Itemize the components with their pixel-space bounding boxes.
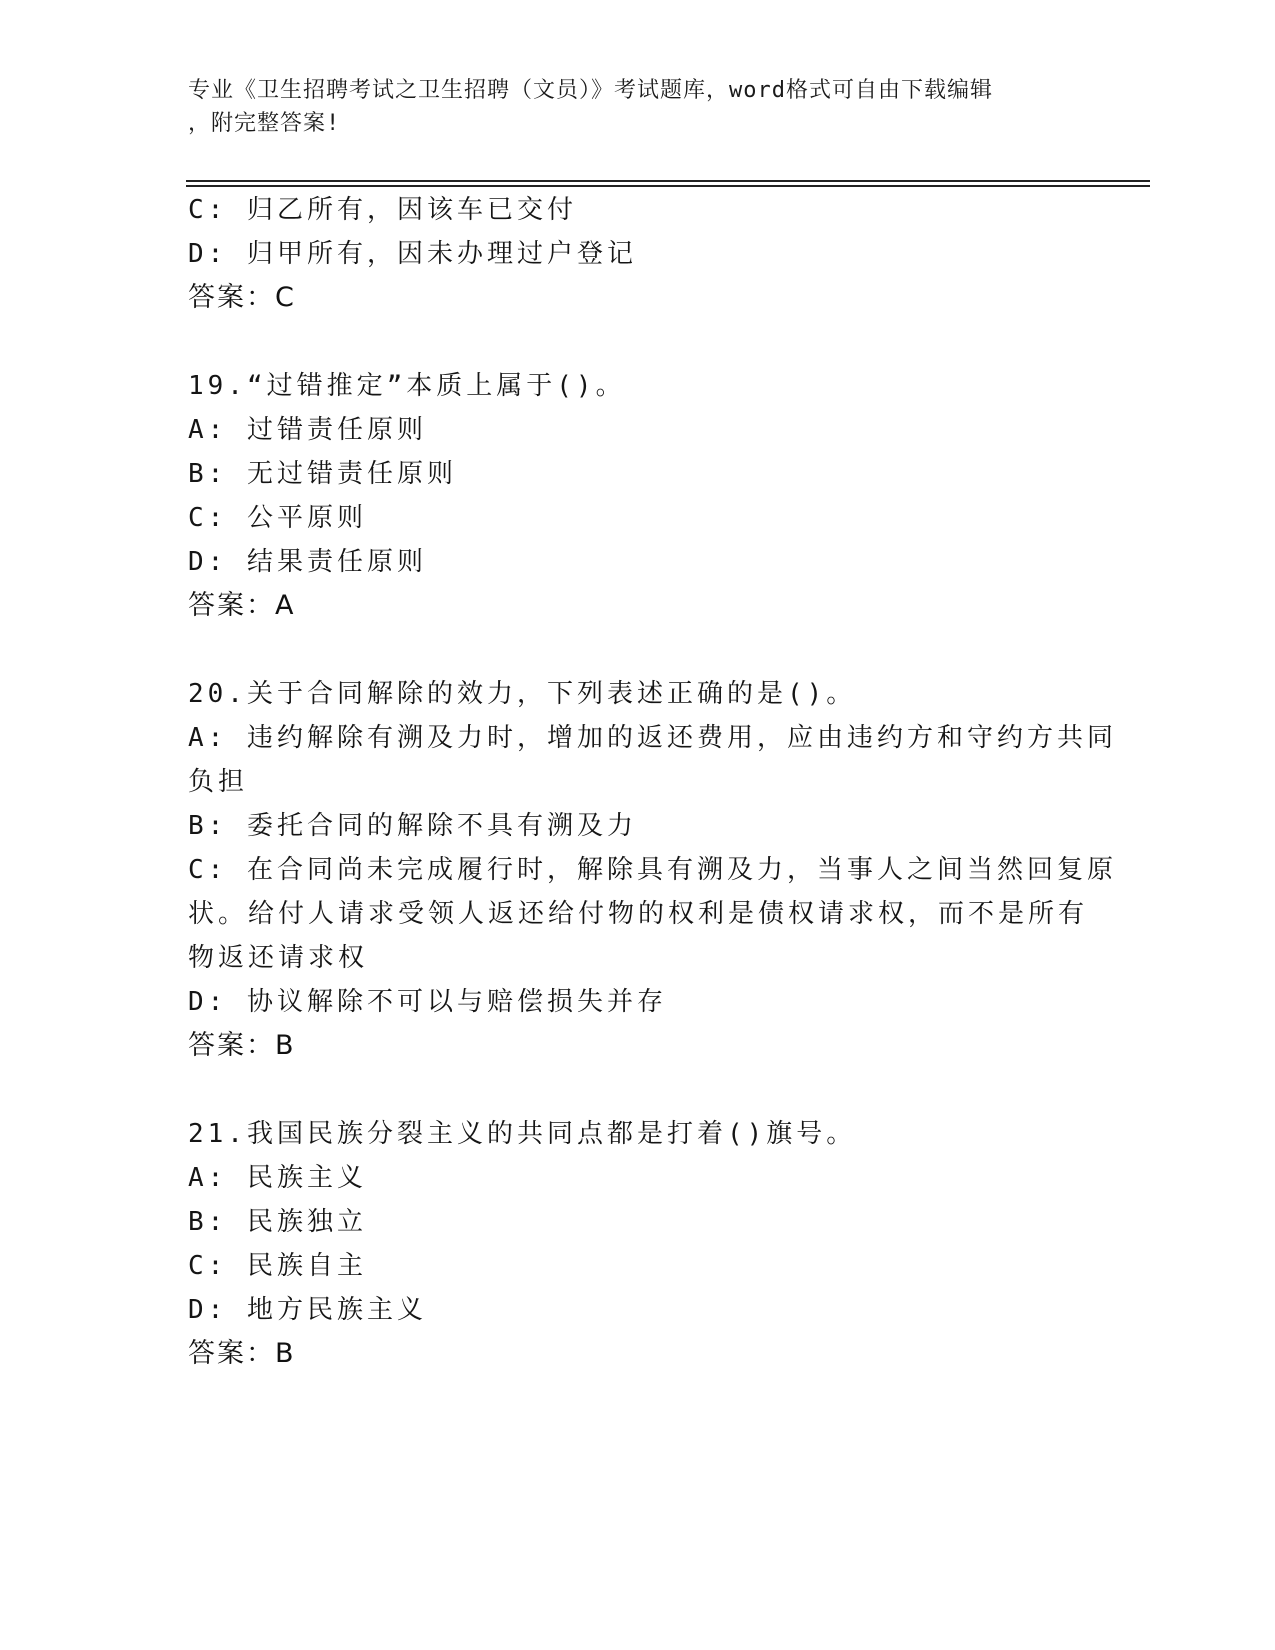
q21-stem: 21.我国民族分裂主义的共同点都是打着()旗号。 [188, 1119, 857, 1149]
q20-option-c-line-3: 物返还请求权 [188, 943, 369, 973]
q20-option-c-line-2: 状。给付人请求受领人返还给付物的权利是债权请求权，而不是所有 [188, 899, 1089, 929]
q20-stem: 20.关于合同解除的效力，下列表述正确的是()。 [188, 679, 857, 709]
q19-option-a: A: 过错责任原则 [188, 415, 427, 445]
header-divider-top [186, 180, 1150, 182]
prev-option-c: C: 归乙所有，因该车已交付 [188, 195, 577, 225]
q21-option-b: B: 民族独立 [188, 1207, 367, 1237]
q21-option-a: A: 民族主义 [188, 1163, 367, 1193]
header-line-2: ，附完整答案! [188, 111, 341, 136]
q19-option-d: D: 结果责任原则 [188, 547, 427, 577]
q20-option-a-line-2: 负担 [188, 767, 249, 797]
q21-option-d: D: 地方民族主义 [188, 1295, 427, 1325]
q20-option-c-line-1: C: 在合同尚未完成履行时，解除具有溯及力，当事人之间当然回复原 [188, 855, 1117, 885]
q21-answer: 答案：B [188, 1338, 296, 1369]
header-line-1: 专业《卫生招聘考试之卫生招聘（文员）》考试题库，word格式可自由下载编辑 [188, 78, 993, 103]
prev-option-d: D: 归甲所有，因未办理过户登记 [188, 239, 637, 269]
q20-option-a-line-1: A: 违约解除有溯及力时，增加的返还费用，应由违约方和守约方共同 [188, 723, 1117, 753]
q19-option-c: C: 公平原则 [188, 503, 367, 533]
q20-option-d: D: 协议解除不可以与赔偿损失并存 [188, 987, 667, 1017]
q21-option-c: C: 民族自主 [188, 1251, 367, 1281]
document-header [188, 74, 1088, 140]
q19-option-b: B: 无过错责任原则 [188, 459, 457, 489]
header-divider-bottom [186, 185, 1150, 187]
q20-option-b: B: 委托合同的解除不具有溯及力 [188, 811, 637, 841]
q19-answer: 答案：A [188, 590, 296, 621]
q20-answer: 答案：B [188, 1030, 296, 1061]
q19-stem: 19.“过错推定”本质上属于()。 [188, 371, 626, 401]
prev-answer: 答案：C [188, 282, 296, 313]
